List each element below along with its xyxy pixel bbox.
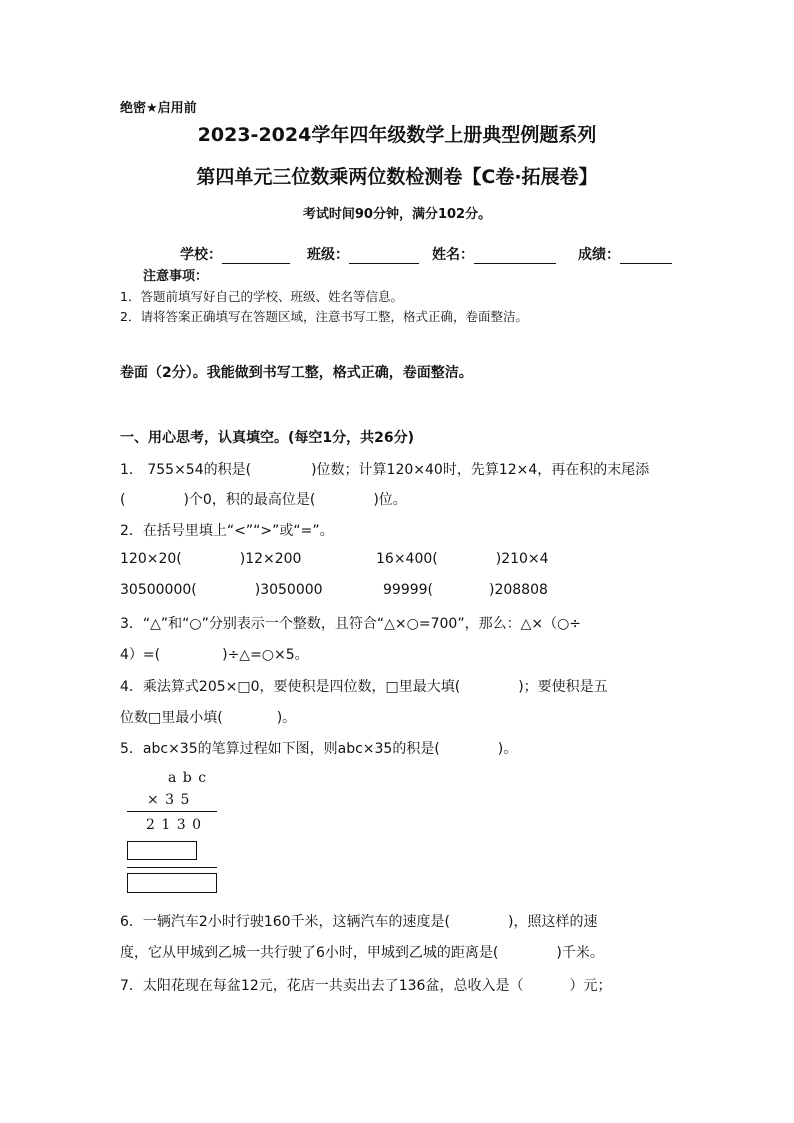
question-4-line-1 <box>120 676 608 696</box>
compare-left: 16×400( <box>376 551 438 567</box>
neatness-statement: 卷面（2分）。我能做到书写工整，格式正确，卷面整洁。 <box>120 365 473 381</box>
field-label: 班级： <box>307 247 349 263</box>
field-label: 姓名： <box>432 247 474 263</box>
info-field-name <box>432 244 556 264</box>
field-label: 学校： <box>180 247 222 263</box>
vertical-row-2: × 3 5 <box>147 792 191 808</box>
name-blank[interactable] <box>474 249 556 264</box>
note-item: 2．请将答案正确填写在答题区域，注意书写工整，格式正确，卷面整洁。 <box>120 309 528 324</box>
exam-info: 考试时间90分钟，满分102分。 <box>302 207 492 222</box>
q4-text: 4．乘法算式205×□0，要使积是四位数，□里最大填( <box>120 679 461 695</box>
q6-text: 6．一辆汽车2小时行驶160千米，这辆汽车的速度是( <box>120 914 450 930</box>
question-1-line-1 <box>120 459 649 479</box>
q6-text: 度，它从甲城到乙城一共行驶了6小时，甲城到乙城的距离是( <box>120 945 499 961</box>
product-box[interactable] <box>127 873 217 893</box>
vertical-row-1: a b c <box>168 770 208 786</box>
question-3-line-1: 3．“△”和“○”分别表示一个整数，且符合“△×○=700”，那么：△×（○÷ <box>120 616 582 632</box>
note-item: 1．答题前填写好自己的学校、班级、姓名等信息。 <box>120 289 403 304</box>
q1-text: )位。 <box>373 492 407 508</box>
question-1-line-2 <box>120 489 407 509</box>
compare-left: 120×20( <box>120 551 182 567</box>
compare-right: )3050000 <box>254 582 323 598</box>
q7-text: ）元； <box>569 978 612 994</box>
q3-text: )÷△=○×5。 <box>222 647 309 663</box>
page-title: 2023-2024学年四年级数学上册典型例题系列 <box>197 124 597 146</box>
q1-text: )位数；计算120×40时，先算12×4，再在积的末尾添 <box>311 462 650 478</box>
q4-text: )。 <box>276 710 297 726</box>
partial-product-box[interactable] <box>127 841 197 860</box>
q1-text: )个0，积的最高位是( <box>183 492 316 508</box>
section-title: 一、用心思考，认真填空。(每空1分，共26分) <box>120 430 415 446</box>
field-label: 成绩： <box>578 247 620 263</box>
compare-left: 99999( <box>383 582 433 598</box>
notes-title: 注意事项： <box>143 269 209 284</box>
q6-text: )千米。 <box>556 945 604 961</box>
info-field-score <box>578 244 672 264</box>
q4-text: 位数□里最小填( <box>120 710 223 726</box>
compare-right: )12×200 <box>239 551 302 567</box>
q4-text: )；要使积是五 <box>518 679 608 695</box>
compare-item <box>120 551 301 567</box>
q7-text: 7．太阳花现在每盆12元，花店一共卖出去了136盆，总收入是（ <box>120 978 524 994</box>
question-4-line-2 <box>120 707 296 727</box>
q6-text: )，照这样的速 <box>508 914 598 930</box>
q1-text: 1． 755×54的积是( <box>120 462 252 478</box>
vertical-rule <box>127 811 217 812</box>
info-field-class <box>307 244 419 264</box>
vertical-rule <box>127 867 217 868</box>
compare-item <box>376 551 549 567</box>
question-6-line-1 <box>120 911 597 931</box>
compare-left: 30500000( <box>120 582 197 598</box>
question-2-stem: 2．在括号里填上“<”“>”或“=”。 <box>120 523 334 539</box>
score-blank[interactable] <box>620 249 672 264</box>
question-3-line-2 <box>120 644 309 664</box>
school-blank[interactable] <box>222 249 290 264</box>
q3-text: 4）=( <box>120 647 161 663</box>
q1-text: ( <box>120 492 126 508</box>
question-7-line-1 <box>120 975 611 995</box>
secret-label: 绝密★启用前 <box>120 101 197 116</box>
compare-right: )210×4 <box>495 551 549 567</box>
question-6-line-2 <box>120 942 604 962</box>
q5-text: )。 <box>497 741 518 757</box>
compare-item <box>383 582 548 598</box>
compare-right: )208808 <box>489 582 548 598</box>
info-field-school <box>180 244 290 264</box>
q5-text: 5．abc×35的笔算过程如下图，则abc×35的积是( <box>120 741 440 757</box>
page-subtitle: 第四单元三位数乘两位数检测卷【C卷·拓展卷】 <box>196 166 598 188</box>
compare-item <box>120 582 323 598</box>
class-blank[interactable] <box>349 249 419 264</box>
question-5-stem <box>120 738 517 758</box>
vertical-row-3: 2 1 3 0 <box>146 817 202 833</box>
